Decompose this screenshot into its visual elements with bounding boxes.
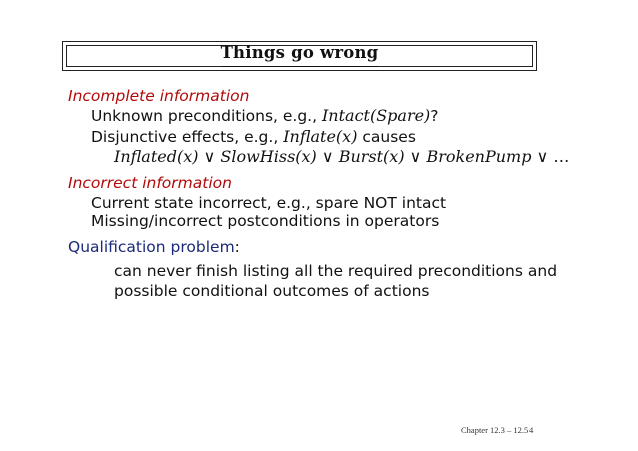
math-expression: Intact(Spare) — [321, 106, 431, 125]
unknown-preconditions-item — [91, 107, 439, 125]
item-text: Disjunctive effects, e.g., — [91, 128, 284, 146]
item-text: Unknown preconditions, e.g., — [91, 107, 322, 125]
incorrect-item-postconditions: Missing/incorrect postconditions in operators — [91, 212, 440, 230]
disjunct: SlowHiss(x) — [220, 147, 317, 166]
qualification-heading: Qualification problem — [68, 238, 235, 256]
qualification-line-2: possible conditional outcomes of actions — [114, 282, 430, 300]
footer-page-number: 4 — [529, 425, 534, 435]
disjunct: Inflated(x) — [114, 147, 199, 166]
item-text: ? — [430, 107, 439, 125]
disjunct: Burst(x) — [338, 147, 405, 166]
heading-colon: : — [234, 238, 240, 256]
incorrect-item-current-state: Current state incorrect, e.g., spare NOT intact — [91, 194, 447, 212]
footer-chapter: Chapter 12.3 – 12.5 — [461, 425, 529, 435]
slide-title: Things go wrong — [221, 46, 379, 67]
qualification-heading-line — [68, 238, 240, 256]
math-expression: Inflate(x) — [283, 127, 358, 146]
title-frame — [62, 41, 537, 71]
ellipsis: … — [553, 147, 570, 166]
disjunct: BrokenPump — [426, 147, 532, 166]
qualification-line-1: can never finish listing all the required preconditions and — [114, 262, 558, 280]
or-operator: ∨ — [409, 147, 422, 166]
item-text: causes — [357, 128, 416, 146]
disjunctive-effects-item — [91, 128, 416, 146]
or-operator: ∨ — [536, 147, 549, 166]
disjunction-expression — [114, 148, 569, 166]
incomplete-heading: Incomplete information — [68, 87, 250, 105]
or-operator: ∨ — [203, 147, 216, 166]
incorrect-heading: Incorrect information — [68, 174, 232, 192]
or-operator: ∨ — [321, 147, 334, 166]
title-frame-inner — [66, 42, 533, 67]
